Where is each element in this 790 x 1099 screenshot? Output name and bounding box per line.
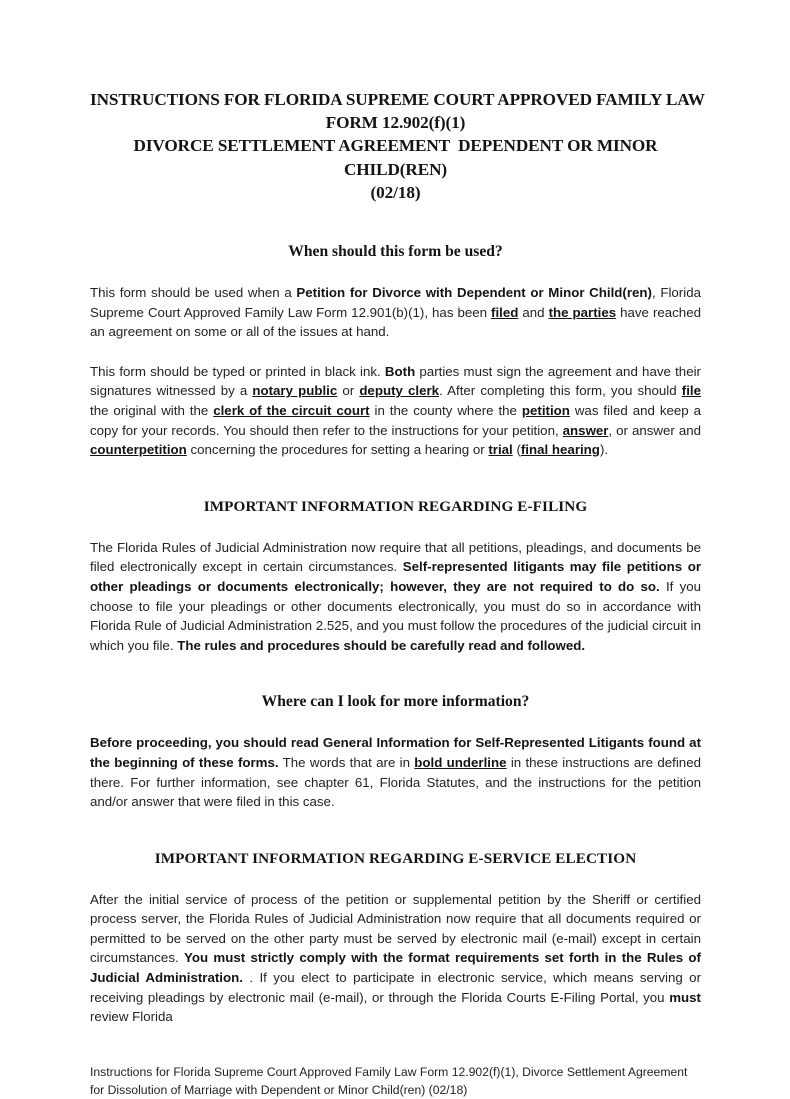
title-line-5: (02/18) xyxy=(370,182,421,202)
text-run: in these instructions are defined there. For further information, see chapter 61, Florida Statutes, and the instructions for the petition and/or answer that were filed in this case. xyxy=(90,754,701,810)
text-run: , or answer and xyxy=(608,422,702,438)
text-run: have reached an agreement on some or all of the issues at hand. xyxy=(90,304,701,340)
paragraph-more-information xyxy=(90,733,701,811)
defined-term-counterpetition: counterpetition xyxy=(90,442,187,458)
heading-important-information-regarding-e-service-election: IMPORTANT INFORMATION REGARDING E-SERVICE ELECTION xyxy=(154,849,637,867)
text-run: review Florida xyxy=(90,1009,173,1025)
title-line-3: DIVORCE SETTLEMENT AGREEMENT DEPENDENT OR MINOR xyxy=(133,136,658,156)
title-line-1: INSTRUCTIONS FOR FLORIDA SUPREME COURT APPROVED FAMILY LAW xyxy=(90,90,705,109)
bold-run: Both xyxy=(384,363,416,379)
heading-important-information-regarding-e-filing: IMPORTANT INFORMATION REGARDING E-FILING xyxy=(203,497,588,515)
bold-run: Before proceeding, you should read General Information for Self-Represented Litigants found at the beginning of these forms. xyxy=(90,735,701,770)
document-content xyxy=(90,88,705,1099)
defined-term-answer: answer xyxy=(562,422,609,438)
text-run: The words that are in xyxy=(278,754,415,770)
defined-term-petition: petition xyxy=(521,402,570,418)
text-run: parties must sign the agreement and have their signatures witnessed by a xyxy=(90,363,701,399)
defined-term-final-hearing: final hearing xyxy=(520,442,600,458)
text-run: or xyxy=(337,383,360,399)
text-run: concerning the procedures for setting a hearing or xyxy=(186,442,489,458)
text-run: This form should be typed or printed in black ink. xyxy=(90,363,385,379)
defined-term-trial: trial xyxy=(488,442,513,458)
defined-term-notary-public: notary public xyxy=(252,383,338,399)
defined-term-filed: filed xyxy=(491,304,519,320)
paragraph-when-used-2 xyxy=(90,362,701,460)
defined-term-bold-underline: bold underline xyxy=(414,754,507,770)
text-run: , Florida Supreme Court Approved Family Law Form 12.901(b)(1), has been xyxy=(90,285,701,320)
title-line-2: FORM 12.902(f)(1) xyxy=(325,113,466,133)
bold-run: Petition for Divorce with Dependent or Minor Child(ren) xyxy=(296,285,652,301)
text-run: ). xyxy=(599,442,609,458)
text-run: After the initial service of process of the petition or supplemental petition by the Sheriff or certified process server, the Florida Rules of Judicial Administration now require that all documents required or permitted to be served on the other party must be served by electronic mail (e-mail) except in certain circumstances. xyxy=(90,891,701,966)
defined-term-clerk-of-the-circuit-court: clerk of the circuit court xyxy=(213,402,370,418)
bold-run: must xyxy=(669,989,701,1005)
text-run: and xyxy=(518,304,549,320)
paragraph-efiling xyxy=(90,538,701,656)
defined-term-file: file xyxy=(681,383,701,399)
heading-when-should-this-form-be-used: When should this form be used? xyxy=(288,243,503,261)
text-run: The Florida Rules of Judicial Administration now require that all petitions, pleadings, and documents be filed electronically except in certain circumstances. xyxy=(90,539,701,575)
footer-line-2: for Dissolution of Marriage with Dependent or Minor Child(ren) (02/18) xyxy=(90,1083,468,1098)
text-run: If you choose to file your pleadings or other documents electronically, you must do so in accordance with Florida Rule of Judicial Administration 2.525, and you must follow the procedures of the judicial circuit in which you file. xyxy=(90,578,702,653)
defined-term-the-parties: the parties xyxy=(548,304,617,320)
text-run: was filed and keep a copy for your records. You should then refer to the instructions for your petition, xyxy=(90,402,701,438)
document-footer xyxy=(90,1063,701,1099)
heading-where-can-i-look-for-more-information: Where can I look for more information? xyxy=(261,693,530,711)
text-run: the original with the xyxy=(90,402,214,418)
paragraph-eservice xyxy=(90,890,701,1027)
bold-run: The rules and procedures should be carefully read and followed. xyxy=(177,637,586,653)
bold-run: You must strictly comply with the format requirements set forth in the Rules of Judicial Administration. xyxy=(90,950,701,986)
text-run: This form should be used when a xyxy=(90,285,297,301)
bold-run: Self-represented litigants may file petitions or other pleadings or documents electronically; however, they are not required to do so. xyxy=(90,559,701,594)
defined-term-deputy-clerk: deputy clerk xyxy=(359,383,440,399)
document-title xyxy=(90,88,705,204)
footer-line-1: Instructions for Florida Supreme Court Approved Family Law Form 12.902(f)(1), Divorce Settlement Agreement xyxy=(90,1064,688,1079)
paragraph-when-used-1 xyxy=(90,283,701,342)
title-line-4: CHILD(REN) xyxy=(343,159,448,179)
text-run: ( xyxy=(512,442,521,458)
text-run: in the county where the xyxy=(369,402,522,418)
text-run: . If you elect to participate in electronic service, which means serving or receiving pleadings by electronic mail (e-mail), or through the Florida Courts E-Filing Portal, you xyxy=(90,970,701,1005)
text-run: . After completing this form, you should xyxy=(439,383,682,399)
